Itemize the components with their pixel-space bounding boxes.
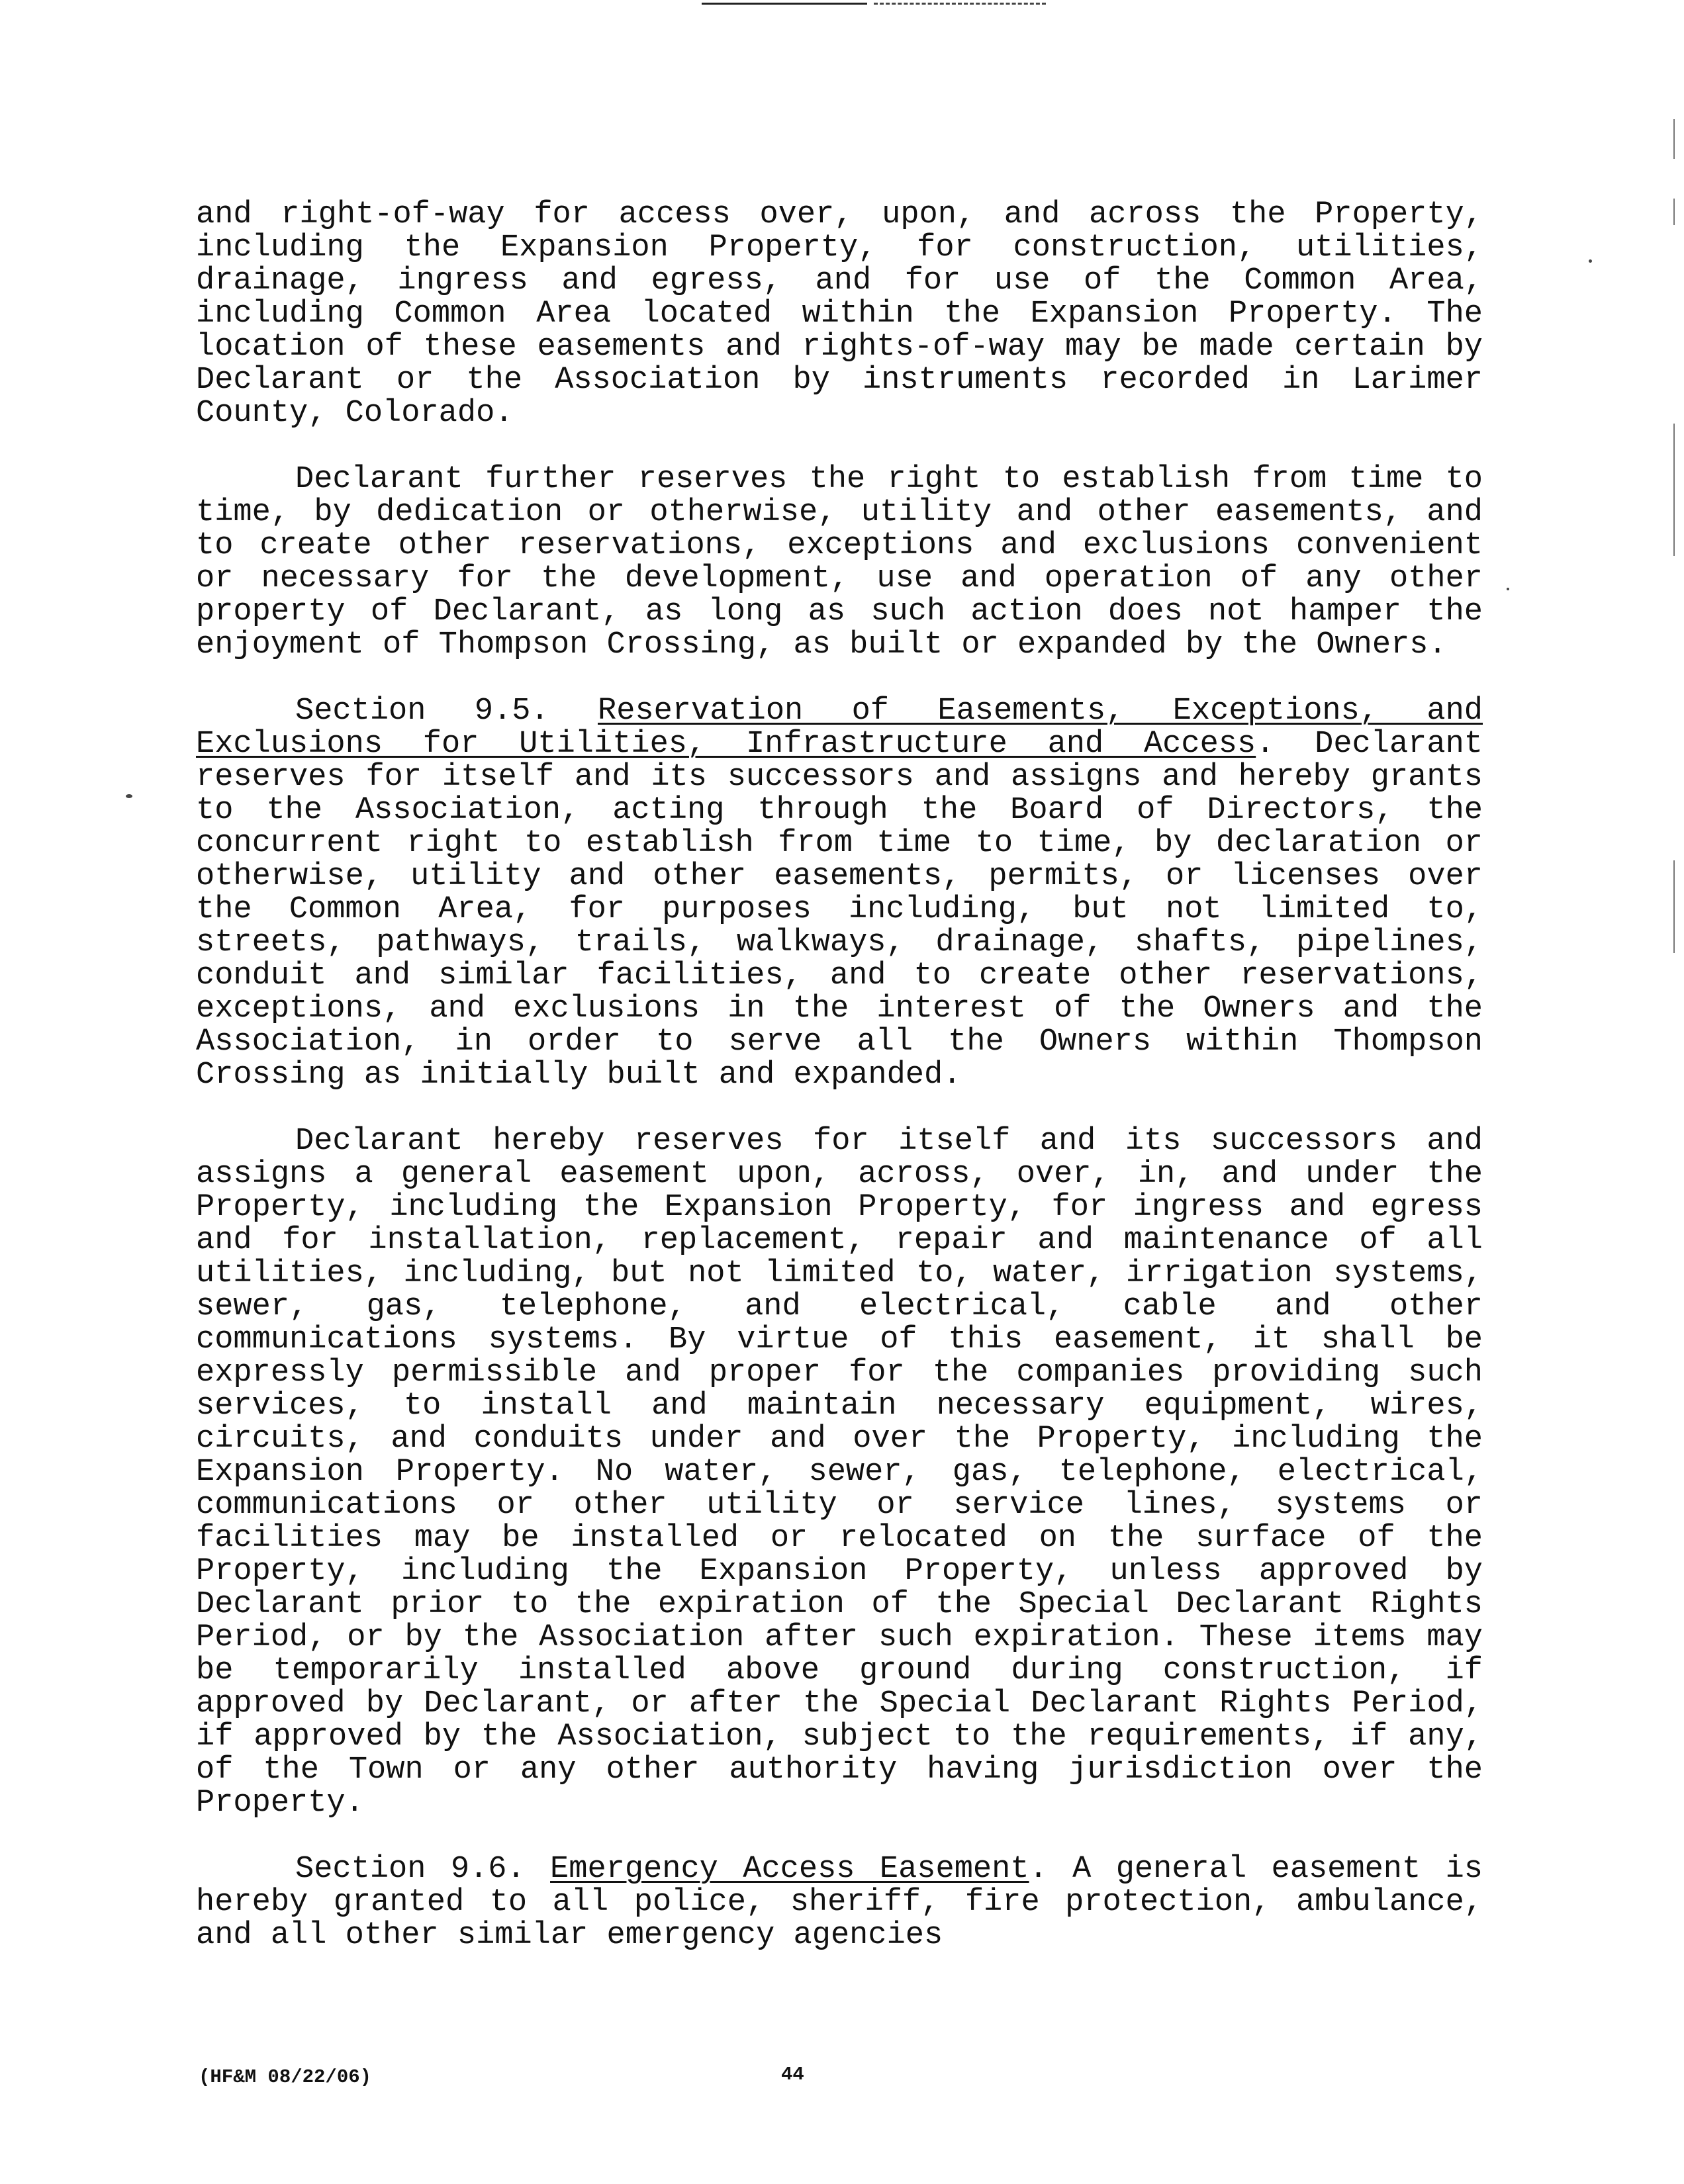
page-number: 44 (781, 2064, 804, 2085)
paragraph-p4 (196, 1125, 1483, 1820)
body-text (196, 199, 1483, 1952)
footer-doc-code: (HF&M 08/22/06) (199, 2066, 372, 2088)
paragraph-p1 (196, 199, 1483, 430)
scan-edge-mark (1673, 860, 1675, 953)
paragraph-text: Section 9.6. (295, 1852, 551, 1887)
paragraph-text: Section 9.5. (295, 694, 598, 729)
paragraph-text: . A general easement is hereby granted to all police, sheriff, fire protection, ambulance, and all other similar emergency agencies (196, 1852, 1483, 1953)
paragraph-text: Declarant further reserves the right to establish from time to time, by dedication or otherwise, utility and other easements, and to create other reservations, exceptions and exclusions convenient or necessary for the development, use and operation of any other property of Declarant, as long as such action does not hamper the enjoyment of Thompson Crossing, as built or expanded by the Owners. (196, 462, 1483, 662)
scan-edge-mark (1673, 119, 1675, 159)
paragraph-text: and right-of-way for access over, upon, and across the Property, including the Expansion Property, for construction, utilities, drainage, ingress and egress, and for use of the Common Area, including Common Area located within the Expansion Property. The location of these easements and rights-of-way may be made certain by Declarant or the Association by instruments recorded in Larimer County, Colorado. (196, 197, 1483, 431)
paragraph-p5 (196, 1853, 1483, 1952)
scan-edge-mark (1673, 199, 1675, 225)
scan-speck (1589, 259, 1592, 263)
scan-speck (1507, 588, 1509, 590)
paragraph-text: Declarant hereby reserves for itself and its successors and assigns a general easement upon, across, over, in, and under the Property, including the Expansion Property, for ingress and egress and for installation, replacement, repair and maintenance of all utilities, including, but not limited to, water, irrigation systems, sewer, gas, telephone, and electrical, cable and other communications systems. By virtue of this easement, it shall be expressly permissible and proper for the companies providing such services, to install and maintain necessary equipment, wires, circuits, and conduits under and over the Property, including the Expansion Property. No water, sewer, gas, telephone, electrical, communications or other utility or service lines, systems or facilities may be installed or relocated on the surface of the Property, including the Expansion Property, unless approved by Declarant prior to the expiration of the Special Declarant Rights Period, or by the Association after such expiration. These items may be temporarily installed above ground during construction, if approved by Declarant, or after the Special Declarant Rights Period, if approved by the Association, subject to the requirements, if any, of the Town or any other authority having jurisdiction over the Property. (196, 1124, 1483, 1821)
top-edge-dashes (874, 3, 1046, 5)
scan-speck (126, 794, 132, 798)
top-edge-rule (702, 3, 867, 5)
scan-edge-mark (1673, 424, 1675, 556)
section-heading: Reservation of Easements, Exceptions, and Exclusions for Utilities, Infrastructure and Access (196, 694, 1483, 762)
paragraph-p2 (196, 463, 1483, 662)
paragraph-text: . Declarant reserves for itself and its successors and assigns and hereby grants to the Association, acting through the Board of Directors, the concurrent right to establish from time to time, by declaration or otherwise, utility and other easements, permits, or licenses over the Common Area, for purposes including, but not limited to, streets, pathways, trails, walkways, drainage, shafts, pipelines, conduit and similar facilities, and to create other reservations, exceptions, and exclusions in the interest of the Owners and the Association, in order to serve all the Owners within Thompson Crossing as initially built and expanded. (196, 727, 1483, 1093)
section-heading: Emergency Access Easement (550, 1852, 1029, 1887)
paragraph-p3 (196, 695, 1483, 1092)
